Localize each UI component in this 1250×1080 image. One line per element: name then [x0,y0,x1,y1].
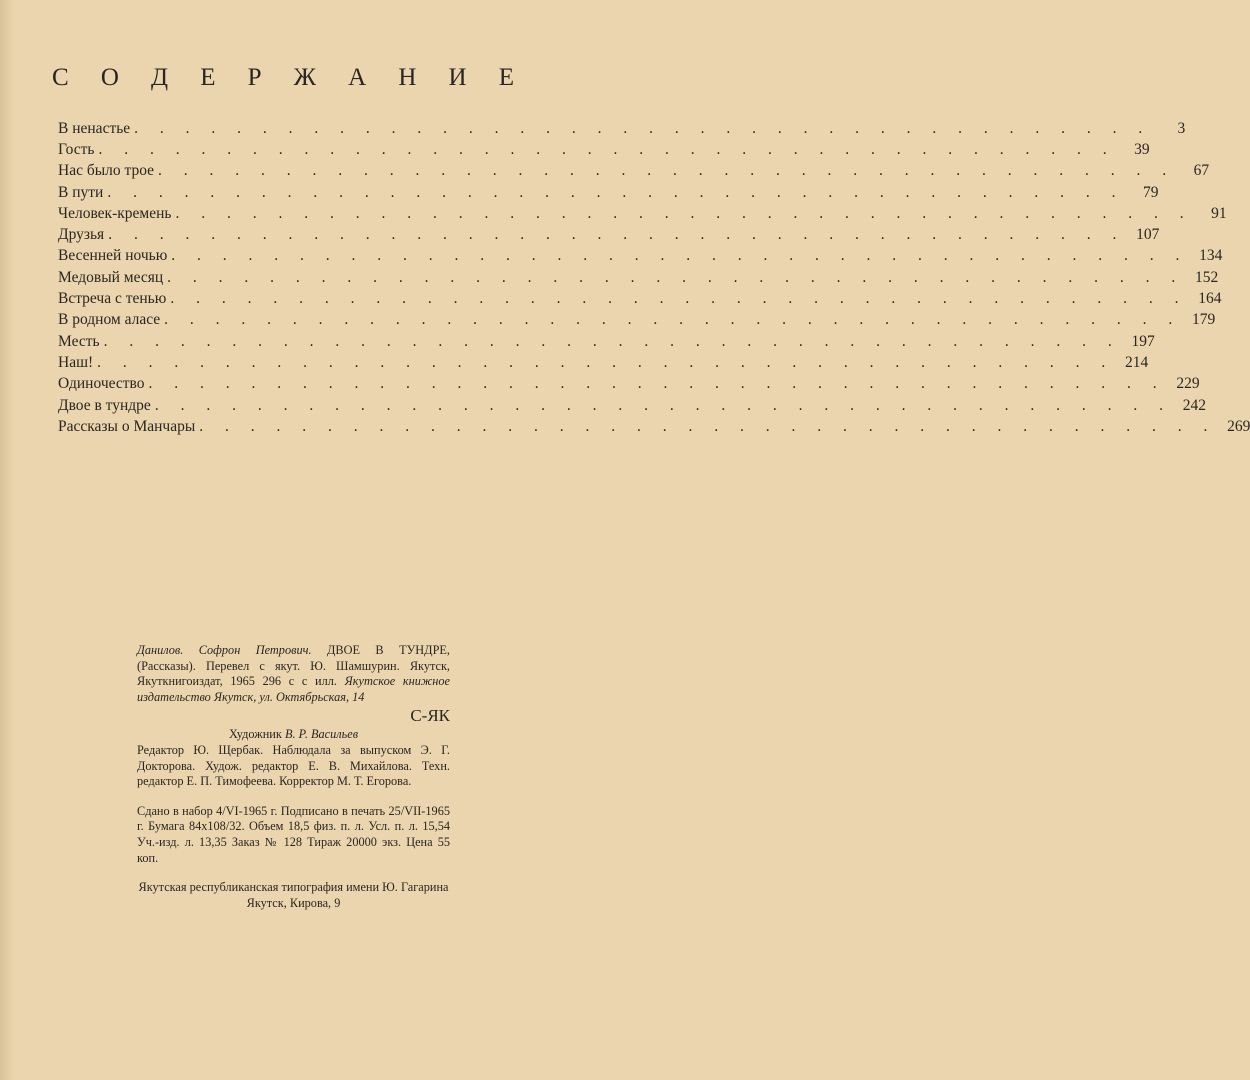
toc-entry-page: 242 [1182,396,1206,414]
toc-entry-page: 152 [1195,268,1219,286]
toc-entry-title: Двое в тундре [58,396,151,414]
title-letter: Н [398,64,417,91]
leader-dots: . . . . . . . . . . . . . . . . . . . . . . . . . . . . . . . . . . . . . . . . [97,353,1115,371]
toc-entry [58,352,1149,373]
toc-entry-page: 67 [1193,162,1210,180]
toc-entry-title: Гость [58,140,95,158]
toc-entry [58,288,1222,309]
artist-label: Художник [228,727,282,742]
toc-entry-title: В ненастье [58,119,131,137]
title-letter: Е [498,64,514,91]
leader-dots: . . . . . . . . . . . . . . . . . . . . . . . . . . . . . . . . . . . . . . . . [170,290,1188,308]
title-letter: О [100,64,119,91]
leader-dots: . . . . . . . . . . . . . . . . . . . . . . . . . . . . . . . . . . . . . . . . [108,226,1126,244]
toc-entry-page: 134 [1199,247,1223,265]
leader-dots: . . . . . . . . . . . . . . . . . . . . . . . . . . . . . . . . . . . . . . . . [98,140,1116,158]
toc-entry-page: 214 [1125,353,1149,371]
author: Данилов. Софрон Петрович. [137,643,312,657]
toc-entry [58,267,1219,288]
leader-dots: . . . . . . . . . . . . . . . . . . . . . . . . . . . . . . . . . . . . . . . . [134,119,1152,137]
toc-entry-page: 3 [1177,119,1186,137]
leader-dots: . . . . . . . . . . . . . . . . . . . . . . . . . . . . . . . . . . . . . . . . [199,417,1217,435]
toc-entry-page: 79 [1142,183,1159,201]
toc-entry-page: 197 [1131,332,1155,350]
colophon [137,643,450,911]
artist-line [137,727,450,743]
classification-code: С-ЯК [410,706,450,726]
toc-entry-page: 179 [1192,311,1216,329]
toc-entry-page: 269 [1227,417,1250,435]
toc-entry [58,374,1200,395]
leader-dots: . . . . . . . . . . . . . . . . . . . . . . . . . . . . . . . . . . . . . . . . [175,204,1193,222]
toc-entry-title: Рассказы о Манчары [58,417,196,435]
toc-entry [58,118,1186,139]
toc-entry [58,246,1223,267]
toc-entry-page: 91 [1211,204,1227,222]
toc-entry-title: Нас было трое [58,162,155,180]
artist-name: В. Р. Васильев [284,727,359,742]
toc-entry-page: 164 [1198,290,1222,308]
title-letter: С [52,64,69,91]
publisher: Якутское книжное издательство Якутск, ул. Октябрьская, 14 [137,674,451,704]
toc-entry-title: В пути [58,183,104,201]
title-letter: А [348,64,367,91]
leader-dots: . . . . . . . . . . . . . . . . . . . . . . . . . . . . . . . . . . . . . . . . [167,268,1185,286]
leader-dots: . . . . . . . . . . . . . . . . . . . . . . . . . . . . . . . . . . . . . . . . [103,332,1121,350]
title-letter: Ж [293,64,317,91]
title-letter: Р [247,64,262,91]
toc-entry-title: Месть [58,332,100,350]
toc-entry [58,416,1250,437]
leader-dots: . . . . . . . . . . . . . . . . . . . . . . . . . . . . . . . . . . . . . . . . [154,396,1172,414]
leader-dots: . . . . . . . . . . . . . . . . . . . . . . . . . . . . . . . . . . . . . . . . [158,162,1176,180]
bibliographic-info: ДВОЕ В ТУНДРЕ, (Рассказы). Перевел с якут. Ю. Шамшурин. Якутск, Якуткнигоиздат, 1965 296 с с илл. [137,643,450,689]
leader-dots: . . . . . . . . . . . . . . . . . . . . . . . . . . . . . . . . . . . . . . . . [148,375,1166,393]
toc-entry-title: В родном аласе [58,311,161,329]
toc-entry-page: 39 [1134,140,1150,158]
title-letter: Д [151,64,169,91]
printer-info: Якутская республиканская типография имени Ю. Гагарина Якутск, Кирова, 9 [138,880,449,910]
toc-entry [58,203,1227,224]
print-info: Сдано в набор 4/VI-1965 г. Подписано в печать 25/VII-1965 г. Бумага 84x108/32. Объем 18,5 физ. п. л. Усл. п. л. 15,54 Уч.-изд. л. 13,35 Заказ № 128 Тираж 20000 экз. Цена 55 коп. [137,803,450,865]
table-of-contents [58,118,1250,437]
toc-entry-title: Человек-кремень [58,204,172,222]
toc-entry [58,310,1216,331]
page-title [52,64,514,92]
toc-entry [58,224,1160,245]
toc-entry [58,395,1206,416]
credits: Редактор Ю. Щербак. Наблюдала за выпуском Э. Г. Докторова. Худож. редактор Е. В. Михайлова. Техн. редактор Е. П. Тимофеева. Корректор М. Т. Егорова. [137,742,450,789]
toc-entry-title: Друзья [58,226,105,244]
toc-entry-title: Наш! [58,353,94,371]
toc-entry-title: Весенней ночью [58,247,168,265]
leader-dots: . . . . . . . . . . . . . . . . . . . . . . . . . . . . . . . . . . . . . . . . [107,183,1125,201]
leader-dots: . . . . . . . . . . . . . . . . . . . . . . . . . . . . . . . . . . . . . . . . [171,247,1189,265]
title-letter: Е [200,64,216,91]
toc-entry [58,161,1210,182]
toc-entry [58,331,1155,352]
toc-entry-title: Медовый месяц [58,268,164,286]
toc-entry-page: 229 [1176,375,1200,393]
toc-entry-page: 107 [1136,226,1160,244]
title-letter: И [448,64,467,91]
toc-entry-title: Одиночество [58,375,145,393]
toc-entry [58,139,1150,160]
toc-entry-title: Встреча с тенью [58,290,167,308]
toc-entry [58,182,1159,203]
leader-dots: . . . . . . . . . . . . . . . . . . . . . . . . . . . . . . . . . . . . . . . . [164,311,1182,329]
page-edge [0,0,14,1080]
